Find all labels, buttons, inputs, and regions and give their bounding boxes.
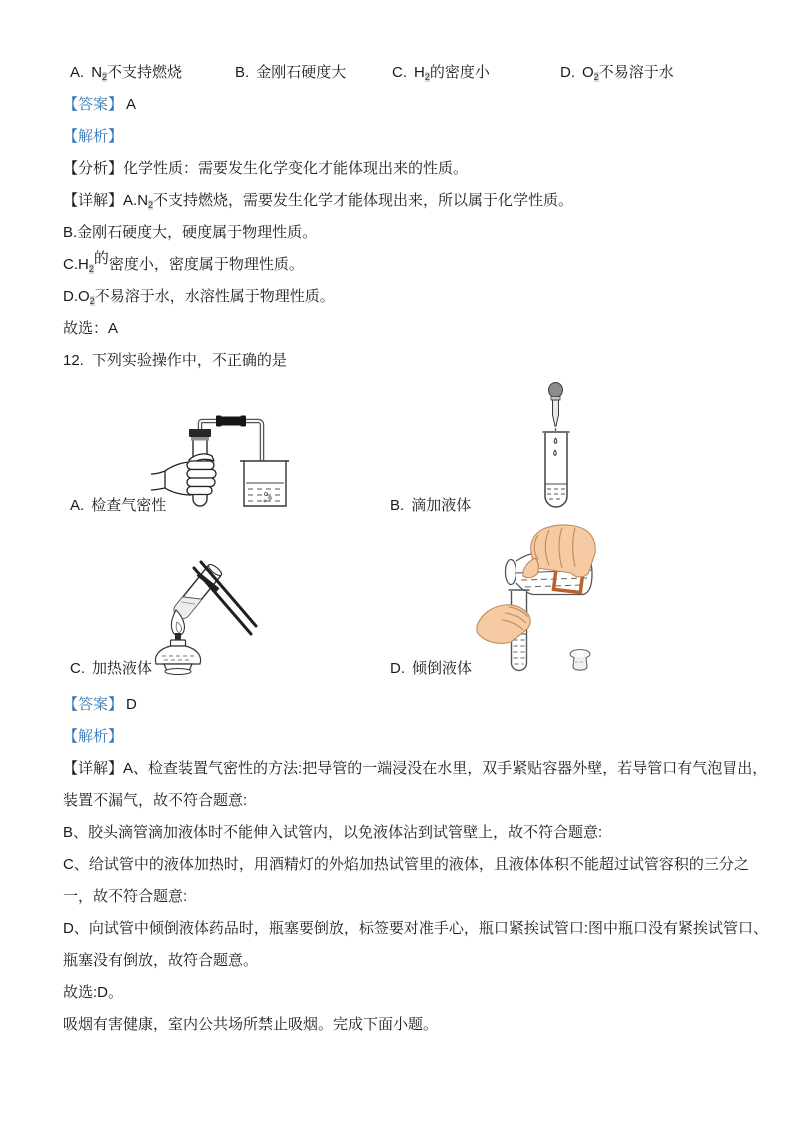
q11-option-b bbox=[235, 57, 346, 89]
q12-detail-line-2: 装置不漏气，故不符合题意: bbox=[63, 792, 248, 809]
option-label: C. bbox=[70, 660, 85, 677]
analysis-prefix: 【分析】 bbox=[63, 160, 124, 177]
q11-option-d bbox=[560, 57, 674, 89]
option-text: 的密度小 bbox=[429, 64, 490, 81]
q12-detail-line-3: B、胶头滴管滴加液体时不能伸入试管内，以免液体沾到试管壁上，故不符合题意: bbox=[63, 824, 603, 841]
detail-text: A、检查装置气密性的方法:把导管的一端浸没在水里，双手紧贴容器外壁，若导管口有气泡冒出， bbox=[123, 760, 768, 777]
option-text: 检查气密性 bbox=[91, 497, 167, 514]
q11-options-row bbox=[0, 57, 794, 89]
dropper bbox=[549, 383, 563, 432]
q11-option-c bbox=[392, 57, 490, 89]
q11-detail-a-line bbox=[0, 185, 794, 217]
chem-formula: O bbox=[582, 64, 594, 81]
q12-figure-area bbox=[0, 377, 794, 689]
q12-option-a-label bbox=[70, 496, 166, 516]
chem-formula: N bbox=[91, 64, 103, 81]
q12-detail-line-1 bbox=[0, 753, 794, 785]
q11-analysis-line bbox=[0, 153, 794, 185]
q12-detail-line-6: D、向试管中倾倒液体药品时，瓶塞要倒放，标签要对准手心，瓶口紧挨试管口:图中瓶口没有紧挨试管口、 bbox=[63, 920, 769, 937]
chem-subscript: 2 bbox=[88, 264, 94, 274]
option-text: 不支持燃烧 bbox=[107, 64, 183, 81]
detail-text: D.O bbox=[63, 288, 90, 305]
detail-prefix: 【详解】 bbox=[63, 760, 124, 777]
alcohol-lamp bbox=[155, 610, 200, 675]
option-text: 加热液体 bbox=[92, 660, 153, 677]
figure-add-liquid-dropper bbox=[538, 382, 574, 510]
q11-option-a bbox=[70, 57, 182, 89]
chem-subscript: 2 bbox=[593, 72, 599, 82]
answer-value: D bbox=[126, 696, 137, 713]
question-stem: 下列实验操作中，不正确的是 bbox=[91, 352, 287, 369]
option-text: 金刚石硬度大 bbox=[256, 64, 347, 81]
raised-char: 的 bbox=[93, 250, 109, 267]
q11-detail-c-line bbox=[0, 249, 794, 281]
q12-stem-line bbox=[0, 345, 794, 377]
analysis-text: 化学性质：需要发生化学变化才能体现出来的性质。 bbox=[123, 160, 469, 177]
detail-text: 不易溶于水，水溶性属于物理性质。 bbox=[94, 288, 335, 305]
detail-text: A.N bbox=[123, 192, 149, 209]
option-label: C. bbox=[392, 64, 407, 81]
detail-prefix: 【详解】 bbox=[63, 192, 124, 209]
q12-analysis-label-line bbox=[0, 721, 794, 753]
figure-pour-liquid bbox=[475, 522, 605, 684]
q11-conclusion-line: 故选：A bbox=[63, 320, 119, 337]
analysis-tag: 【解析】 bbox=[63, 728, 124, 745]
chem-subscript: 2 bbox=[424, 72, 430, 82]
q12-detail-line-5: 一，故不符合题意: bbox=[63, 888, 188, 905]
chem-subscript: 2 bbox=[102, 72, 108, 82]
detail-text: 不支持燃烧，需要发生化学才能体现出来，所以属于化学性质。 bbox=[153, 192, 574, 209]
answer-value: A bbox=[126, 96, 137, 113]
q12-conclusion-line: 故选:D。 bbox=[63, 984, 124, 1001]
option-label: B. bbox=[235, 64, 250, 81]
detail-text: 密度小，密度属于物理性质。 bbox=[108, 256, 304, 273]
next-question-intro-line: 吸烟有害健康，室内公共场所禁止吸烟。完成下面小题。 bbox=[63, 1016, 439, 1033]
q12-answer-line bbox=[0, 689, 794, 721]
q11-detail-b-line: B.金刚石硬度大，硬度属于物理性质。 bbox=[63, 224, 318, 241]
chem-subscript: 2 bbox=[89, 296, 95, 306]
option-label: D. bbox=[390, 660, 405, 677]
option-text: 不易溶于水 bbox=[598, 64, 674, 81]
question-number: 12. bbox=[63, 352, 84, 369]
option-text: 倾倒液体 bbox=[412, 660, 473, 677]
document-content bbox=[0, 57, 794, 1041]
figure-heat-liquid bbox=[148, 554, 260, 678]
chem-subscript: 2 bbox=[148, 200, 154, 210]
option-label: A. bbox=[70, 64, 85, 81]
option-text: 滴加液体 bbox=[411, 497, 472, 514]
q11-analysis-label-line bbox=[0, 121, 794, 153]
analysis-tag: 【解析】 bbox=[63, 128, 124, 145]
q12-detail-line-7: 瓶塞没有倒放，故符合题意。 bbox=[63, 952, 259, 969]
option-label: A. bbox=[70, 497, 85, 514]
beaker bbox=[240, 461, 289, 506]
glass-stopper bbox=[570, 650, 590, 671]
option-label: D. bbox=[560, 64, 575, 81]
q11-detail-d-line bbox=[0, 281, 794, 313]
option-label: B. bbox=[390, 497, 405, 514]
q12-option-d-label bbox=[390, 659, 472, 679]
chem-formula: H bbox=[414, 64, 425, 81]
q11-answer-line bbox=[0, 89, 794, 121]
answer-tag: 【答案】 bbox=[63, 96, 124, 113]
q12-detail-line-4: C、给试管中的液体加热时，用酒精灯的外焰加热试管里的液体，且液体体积不能超过试管容积的三分之 bbox=[63, 856, 749, 873]
q12-option-b-label bbox=[390, 496, 471, 516]
answer-tag: 【答案】 bbox=[63, 696, 124, 713]
detail-text: C.H bbox=[63, 256, 89, 273]
q12-option-c-label bbox=[70, 659, 152, 679]
test-tube bbox=[543, 432, 570, 507]
pouring-hand bbox=[523, 525, 595, 578]
